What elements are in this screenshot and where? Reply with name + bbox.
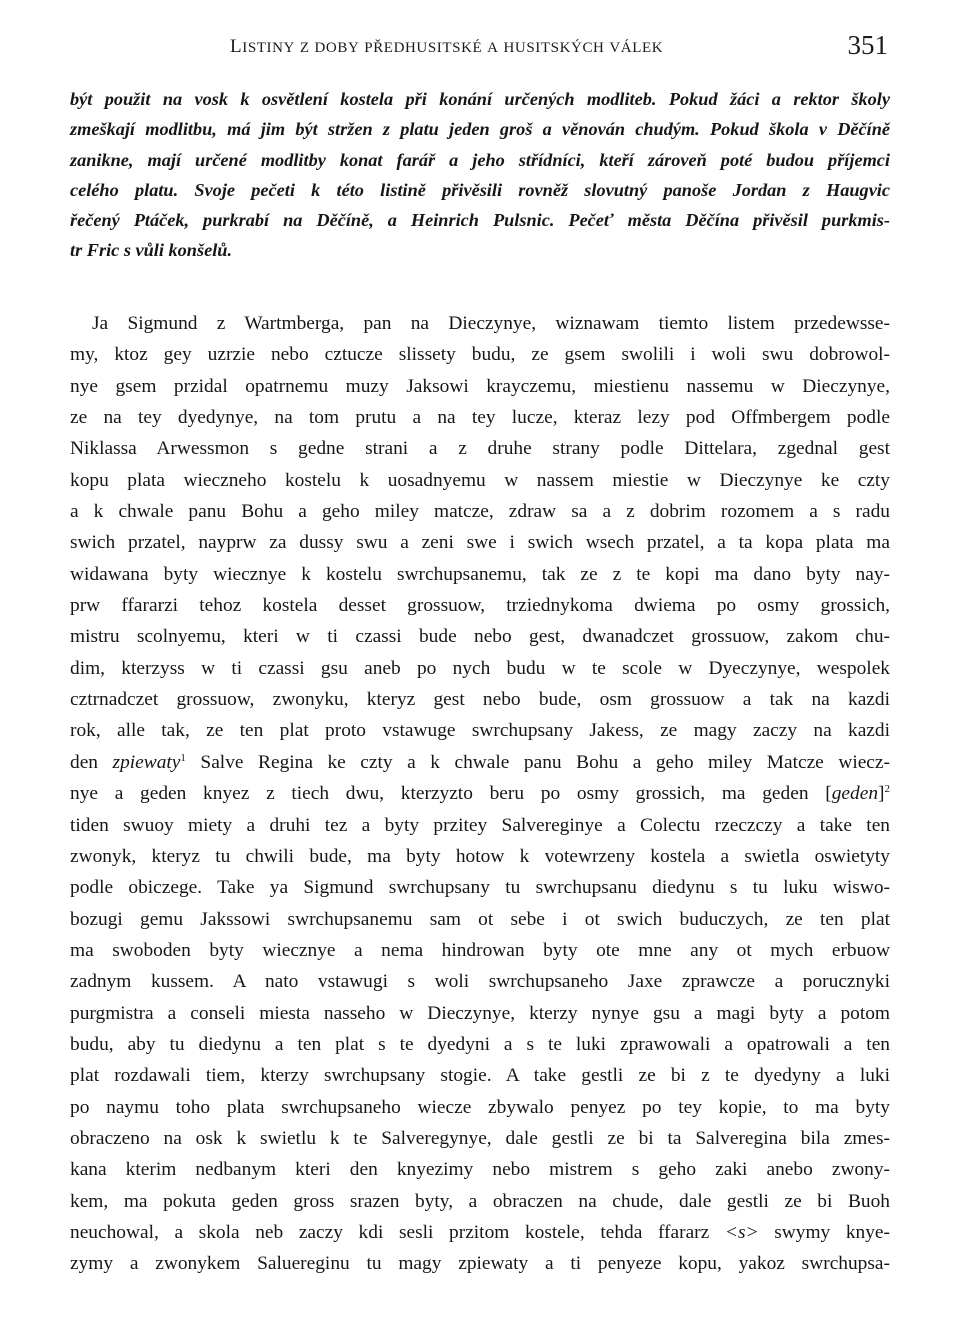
summary-line: tr Fric s vůli konšelů. bbox=[70, 240, 233, 261]
text-line: nye gsem przidal opatrnemu muzy Jaksowi krayczemu, miestienu nassemu w Dieczynye, bbox=[70, 375, 890, 397]
running-head bbox=[70, 30, 888, 70]
text-line: budu, aby tu diedynu a ten plat s te dyedyni a s te luki zprawowali a opatrowali a ten bbox=[70, 1033, 890, 1055]
title-rest: USITSKÝCH bbox=[514, 40, 605, 56]
summary-line: řečený Ptáček, purkrabí na Děčíně, a Heinrich Pulsnic. Pečeť města Děčína přivěsil purkmis- bbox=[70, 210, 890, 231]
title-rest: ISTINY bbox=[242, 40, 295, 56]
text-line bbox=[70, 1217, 890, 1248]
text-line: tiden swuoy miety a druhi tez a byty przitey Salvereginye a Colectu rzeczczy a take ten bbox=[70, 814, 890, 836]
text-run: neuchowal, a skola neb zaczy kdi sesli przitom kostele, tehda ffararz bbox=[70, 1221, 725, 1243]
text-line: Niklassa Arwessmon s gedne strani a z druhe strany podle Dittelara, zgednal gest bbox=[70, 438, 890, 460]
text-run: nye a geden knyez z tiech dwu, kterzyzto beru po osmy grossich, ma geden bbox=[70, 783, 826, 805]
text-line bbox=[70, 778, 890, 809]
italic-word: <s> bbox=[724, 1221, 759, 1243]
text-line: widawana byty wiecznye k kostelu swrchupsanemu, tak ze z te kopi ma dano byty nay- bbox=[70, 563, 890, 585]
title-initial: V bbox=[609, 40, 621, 56]
title-initial: L bbox=[230, 36, 243, 57]
text-line: zadnym kussem. A nato vstawugi s woli swrchupsaneho Jaxe zprawcze a porucznyki bbox=[70, 971, 890, 993]
text-line: cztrnadczet grossuow, zwonyku, kteryz gest nebo bude, osm grossuow a tak na kazdi bbox=[70, 689, 890, 711]
text-line: purgmistra a conseli miesta nasseho w Dieczynye, kterzy nynye gsu a magi byty a potom bbox=[70, 1002, 890, 1024]
text-line: zymy a zwonykem Saluereginu tu magy zpiewaty a ti penyeze kopu, yakoz swrchupsa- bbox=[70, 1253, 890, 1275]
title-initial: A bbox=[487, 40, 499, 56]
text-line: po naymu toho plata swrchupsaneho wiecze zbywalo penyez po tey kopie, to ma byty bbox=[70, 1096, 890, 1118]
text-line: kopu plata wieczneho kostelu k uosadnyemu w nassem miestie w Dieczynye ke czty bbox=[70, 469, 890, 491]
text-line: zwonyk, kteryz tu chwili bude, ma byty hotow k votewrzeny kostela a swietla oswietyty bbox=[70, 845, 890, 867]
summary-line: zanikne, mají určené modlitby konat farář a jeho střídníci, kteří zároveň poté budou příjemci bbox=[70, 149, 890, 170]
title-initial: Z bbox=[299, 40, 310, 56]
text-line: plat rozdawali tiem, kterzy swrchupsany stogie. A take gestli ze bi z te dyedyny a luki bbox=[70, 1065, 890, 1087]
text-line: Ja Sigmund z Wartmberga, pan na Dieczynye, wiznawam tiemto listem przedewsse- bbox=[92, 313, 890, 334]
text-line: podle obiczege. Take ya Sigmund swrchupsany tu swrchupsanu diedynu s tu luku wiswo- bbox=[70, 877, 890, 899]
summary-paragraph bbox=[70, 84, 890, 266]
italic-word: geden bbox=[831, 783, 879, 805]
title-initial: D bbox=[314, 40, 326, 56]
summary-line: zmeškají modlitbu, má jim být stržen z platu jeden groš a věnován chudým. Pokud škola v Děčíně bbox=[70, 119, 890, 140]
text-line bbox=[70, 747, 890, 778]
text-run: den bbox=[70, 751, 113, 773]
text-line: my, ktoz gey uzrzie nebo cztucze slissety budu, ze gsem swolili i woli swu dobrowol- bbox=[70, 344, 890, 366]
page-number: 351 bbox=[847, 30, 888, 60]
text-line: rok, alle tak, ze ten plat proto vstawuge swrchupsany Jakess, ze magy zaczy na kazdi bbox=[70, 720, 890, 742]
text-line: ze na tey dyedynye, na tom prutu a na tey lucze, kteraz lezy pod Offmbergem podle bbox=[70, 407, 890, 429]
italic-word: zpiewaty bbox=[112, 751, 181, 773]
bracket-open: [ bbox=[825, 783, 832, 805]
bracket-close: ] bbox=[878, 783, 885, 805]
text-line: kana kterim nedbanym kteri den knyezimy nebo mistrem s geho zaki anebo zwony- bbox=[70, 1159, 890, 1181]
title-initial: P bbox=[364, 40, 374, 56]
text-line: ma swoboden byty wiecznye a nema hindrowan byty ote mne any ot mych erbuow bbox=[70, 939, 890, 961]
title-initial: H bbox=[503, 40, 515, 56]
summary-line: celého platu. Svoje pečeti k této listině přivěsili rovněž slovutný panoše Jordan z Haugvic bbox=[70, 179, 890, 200]
text-line: obraczeno na osk k swietlu k te Salveregynye, dale gestli ze bi ta Salveregina bila zmes- bbox=[70, 1127, 890, 1149]
footnote-marker: 1 bbox=[180, 751, 186, 764]
text-run: Salve Regina ke czty a k chwale panu Bohu a geho miley Matcze wiecz- bbox=[185, 751, 890, 773]
running-title bbox=[230, 36, 663, 58]
text-line: a k chwale panu Bohu a geho miley matcze, zdraw sa a z dobrim rozomem a s radu bbox=[70, 501, 890, 523]
text-line: dim, kterzyss w ti czassi gsu aneb po nych budu w te scole w Dyeczynye, wespolek bbox=[70, 657, 890, 679]
footnote-marker: 2 bbox=[884, 783, 890, 796]
title-rest: ŘEDHUSITSKÉ bbox=[373, 40, 483, 56]
text-line: bozugi gemu Jakssowi swrchupsanemu sam ot sebe i ot swich buduczych, ze ten plat bbox=[70, 908, 890, 930]
text-line: kem, ma pokuta geden gross srazen byty, a obraczen na chude, dale gestli ze bi Buoh bbox=[70, 1190, 890, 1212]
text-line: mistru scolnyemu, kteri w ti czassi bude nebo gest, dwanadczet grossuow, zakom chu- bbox=[70, 626, 890, 648]
title-rest: ÁLEK bbox=[620, 40, 664, 56]
text-line: prw ffararzi tehoz kostela desset grossuow, trziednykoma dwiema po osmy grossich, bbox=[70, 595, 890, 617]
title-rest: OBY bbox=[325, 40, 360, 56]
charter-text bbox=[70, 308, 890, 1280]
text-line: swich przatel, nayprw za dussy swu a zeni swe i swich wsech przatel, a ta kopa plata ma bbox=[70, 532, 890, 554]
summary-line: být použit na vosk k osvětlení kostela při konání určených modliteb. Pokud žáci a rektor školy bbox=[70, 89, 890, 109]
text-run: swymy knye- bbox=[758, 1221, 890, 1243]
